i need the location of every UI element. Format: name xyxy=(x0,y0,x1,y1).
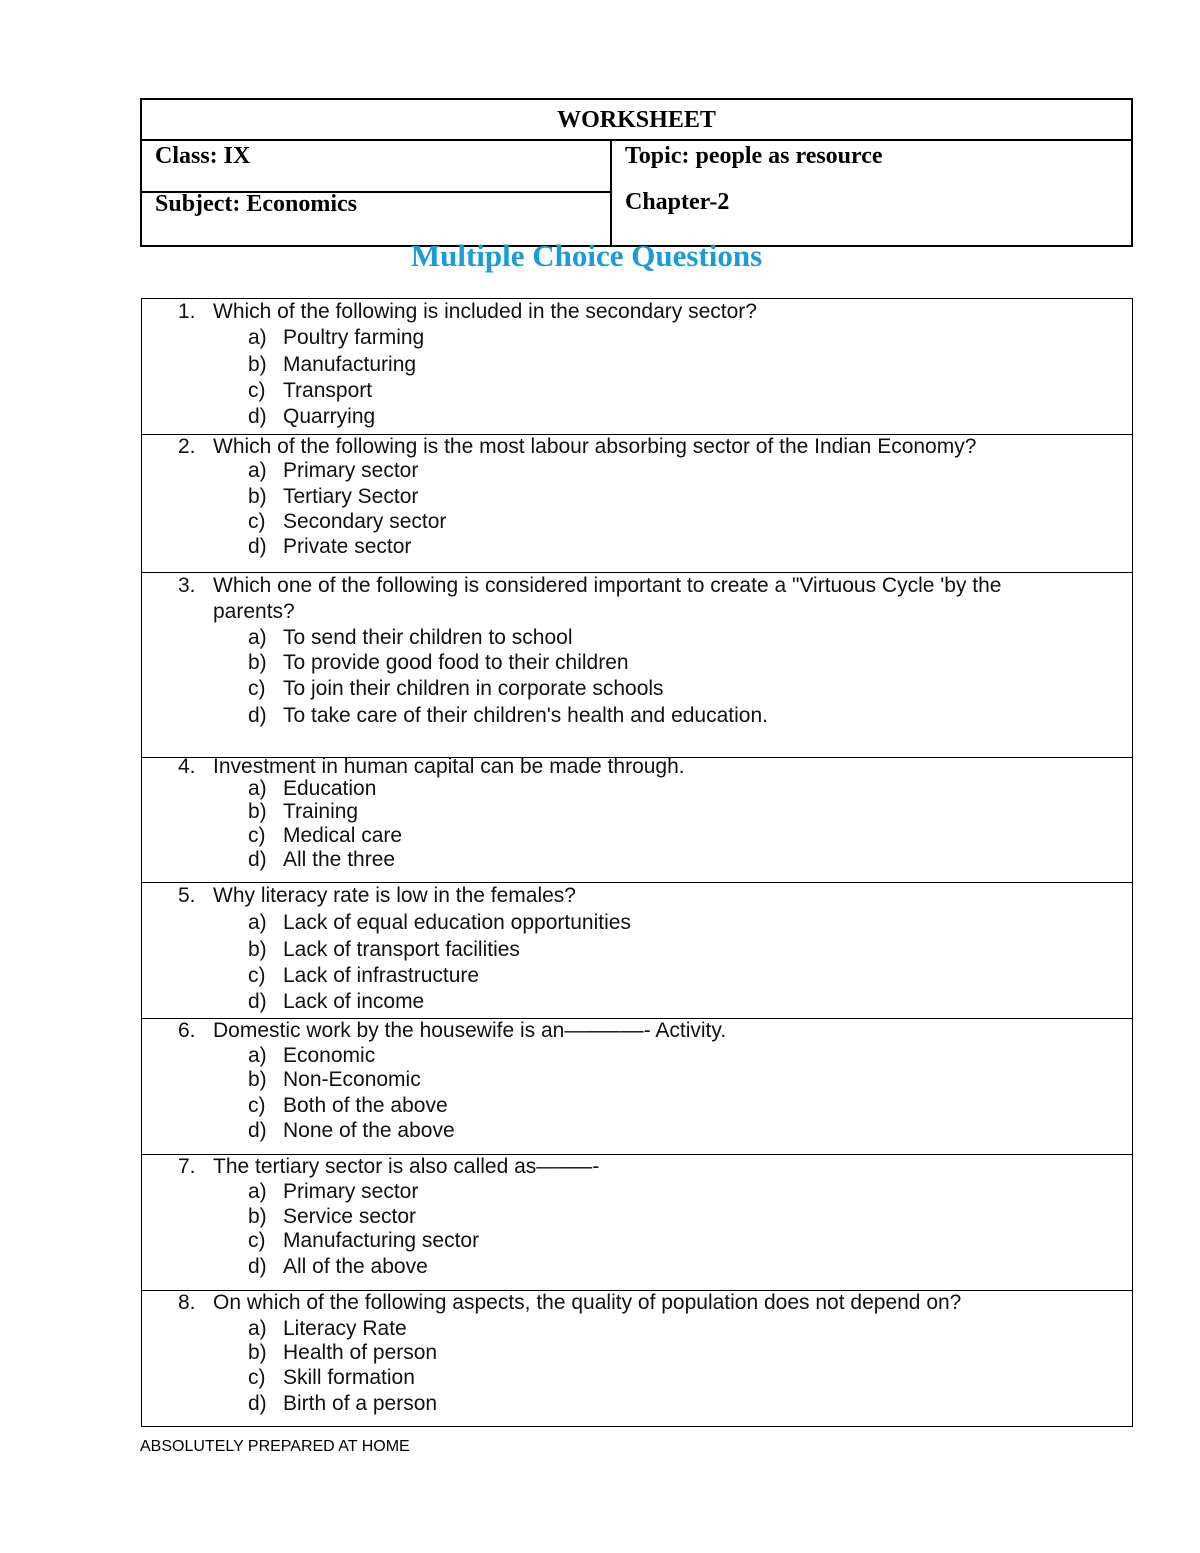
question-cell-6 xyxy=(142,1018,1132,1154)
option-letter: c) xyxy=(248,510,266,533)
option-text: To join their children in corporate schools xyxy=(283,677,664,700)
option-letter: d) xyxy=(248,1119,267,1142)
option-text: Manufacturing sector xyxy=(283,1229,480,1252)
option-letter: a) xyxy=(248,1044,267,1067)
option-letter: d) xyxy=(248,848,267,871)
option-text: Lack of transport facilities xyxy=(283,938,520,961)
option-text: None of the above xyxy=(283,1119,455,1142)
section-title: Multiple Choice Questions xyxy=(410,238,763,273)
chapter-label: Chapter-2 xyxy=(625,189,730,215)
footer-text: ABSOLUTELY PREPARED AT HOME xyxy=(140,1438,410,1455)
option-text: Quarrying xyxy=(283,405,376,428)
option-text: Primary sector xyxy=(283,1180,419,1203)
option-letter: d) xyxy=(248,990,267,1013)
option-text: To send their children to school xyxy=(283,626,573,649)
option-letter: c) xyxy=(248,1366,266,1389)
option-letter: a) xyxy=(248,1317,267,1340)
option-text: Health of person xyxy=(283,1341,438,1364)
option-letter: b) xyxy=(248,1341,267,1364)
option-text: Both of the above xyxy=(283,1094,448,1117)
question-number: 6. xyxy=(178,1019,196,1042)
question-text: Which of the following is the most labour absorbing sector of the Indian Economy? xyxy=(213,435,977,458)
option-letter: a) xyxy=(248,459,267,482)
question-number: 3. xyxy=(178,574,196,597)
option-text: To take care of their children's health and education. xyxy=(283,704,768,727)
worksheet-title: WORKSHEET xyxy=(142,100,1131,141)
question-cell-7 xyxy=(142,1154,1132,1290)
option-letter: c) xyxy=(248,379,266,402)
option-letter: c) xyxy=(248,964,266,987)
question-text: Why literacy rate is low in the females? xyxy=(213,884,576,907)
subject-label: Subject: Economics xyxy=(155,191,357,217)
question-cell-3 xyxy=(142,572,1132,757)
option-letter: b) xyxy=(248,1068,267,1091)
question-cell-2 xyxy=(142,434,1132,572)
worksheet-header-table xyxy=(140,98,1133,247)
option-text: Secondary sector xyxy=(283,510,447,533)
question-text: Which of the following is included in the secondary sector? xyxy=(213,300,757,323)
option-text: Literacy Rate xyxy=(283,1317,407,1340)
question-text-continued: parents? xyxy=(213,600,295,623)
option-letter: b) xyxy=(248,800,267,823)
option-letter: a) xyxy=(248,777,267,800)
option-text: All the three xyxy=(283,848,396,871)
option-text: Tertiary Sector xyxy=(283,485,419,508)
class-label: Class: IX xyxy=(155,143,251,169)
option-text: Birth of a person xyxy=(283,1392,438,1415)
option-letter: c) xyxy=(248,824,266,847)
option-text: Primary sector xyxy=(283,459,419,482)
question-text: Domestic work by the housewife is an—–––––- Activity. xyxy=(213,1019,727,1042)
option-letter: d) xyxy=(248,1255,267,1278)
option-text: Lack of income xyxy=(283,990,425,1013)
option-letter: c) xyxy=(248,1229,266,1252)
question-number: 5. xyxy=(178,884,196,907)
option-text: Private sector xyxy=(283,535,412,558)
option-letter: a) xyxy=(248,326,267,349)
topic-label: Topic: people as resource xyxy=(625,143,883,169)
option-text: Service sector xyxy=(283,1205,417,1228)
question-text: The tertiary sector is also called as—–––- xyxy=(213,1155,600,1178)
option-text: Non-Economic xyxy=(283,1068,421,1091)
option-text: Skill formation xyxy=(283,1366,415,1389)
header-right-column xyxy=(612,141,1133,247)
question-cell-1 xyxy=(142,299,1132,434)
question-cell-8 xyxy=(142,1290,1132,1426)
question-text: Which one of the following is considered important to create a "Virtuous Cycle 'by the xyxy=(213,574,1002,597)
option-letter: b) xyxy=(248,353,267,376)
option-letter: d) xyxy=(248,1392,267,1415)
question-cell-4 xyxy=(142,757,1132,882)
question-cell-5 xyxy=(142,882,1132,1018)
option-text: Economic xyxy=(283,1044,376,1067)
option-letter: b) xyxy=(248,938,267,961)
question-number: 2. xyxy=(178,435,196,458)
option-letter: b) xyxy=(248,1205,267,1228)
option-text: Poultry farming xyxy=(283,326,425,349)
option-letter: c) xyxy=(248,677,266,700)
option-text: Training xyxy=(283,800,359,823)
option-letter: a) xyxy=(248,911,267,934)
question-number: 4. xyxy=(178,755,196,778)
option-text: Lack of infrastructure xyxy=(283,964,480,987)
option-text: Manufacturing xyxy=(283,353,417,376)
question-number: 7. xyxy=(178,1155,196,1178)
question-text: Investment in human capital can be made through. xyxy=(213,755,685,778)
option-letter: a) xyxy=(248,626,267,649)
option-letter: d) xyxy=(248,405,267,428)
option-text: Lack of equal education opportunities xyxy=(283,911,631,934)
option-text: Medical care xyxy=(283,824,403,847)
option-letter: b) xyxy=(248,651,267,674)
question-number: 8. xyxy=(178,1291,196,1314)
option-text: Transport xyxy=(283,379,373,402)
questions-table xyxy=(141,298,1133,1427)
question-text: On which of the following aspects, the quality of population does not depend on? xyxy=(213,1291,962,1314)
question-number: 1. xyxy=(178,300,196,323)
option-letter: c) xyxy=(248,1094,266,1117)
option-letter: b) xyxy=(248,485,267,508)
option-letter: d) xyxy=(248,704,267,727)
option-letter: a) xyxy=(248,1180,267,1203)
option-letter: d) xyxy=(248,535,267,558)
option-text: All of the above xyxy=(283,1255,428,1278)
option-text: To provide good food to their children xyxy=(283,651,629,674)
header-left-column xyxy=(142,141,612,247)
option-text: Education xyxy=(283,777,377,800)
